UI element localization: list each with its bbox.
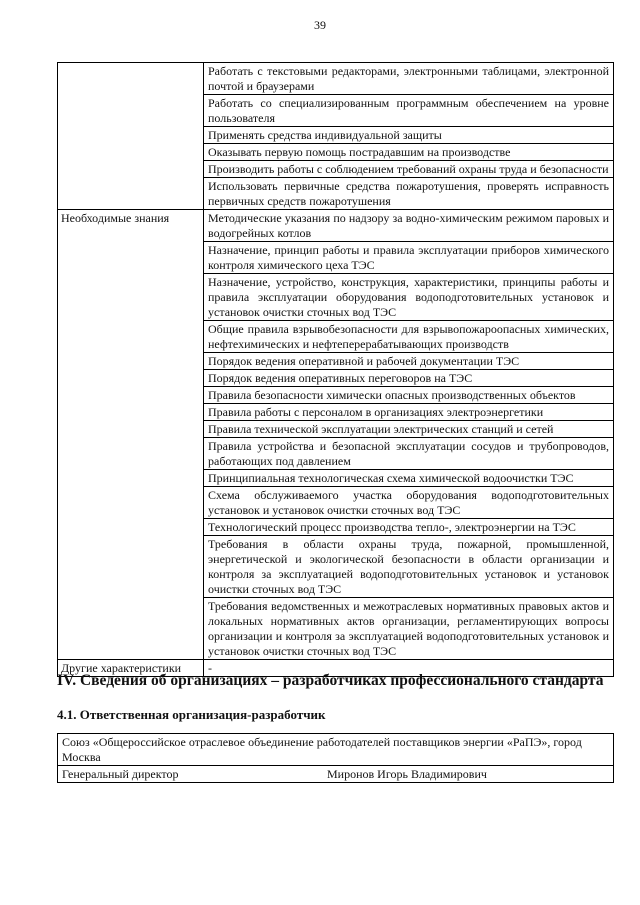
director-title: Генеральный директор [62,767,179,781]
knowledge-item: Порядок ведения оперативной и рабочей документации ТЭС [204,353,614,370]
knowledge-item: Порядок ведения оперативных переговоров на ТЭС [204,370,614,387]
skill-item: Применять средства индивидуальной защиты [204,127,614,144]
organization-name: Союз «Общероссийское отраслевое объединение работодателей поставщиков энергии «РаПЭ», город Москва [58,734,614,766]
knowledge-item: Назначение, принцип работы и правила эксплуатации приборов химического контроля химического цеха ТЭС [204,242,614,274]
director-cell [58,766,614,783]
knowledge-item: Технологический процесс производства тепло-, электроэнергии на ТЭС [204,519,614,536]
skill-item: Работать со специализированным программным обеспечением на уровне пользователя [204,95,614,127]
knowledge-item: Требования в области охраны труда, пожарной, промышленной, энергетической и экологической безопасности в области организации и контроля за эксплуатацией водоподготовительных установок и установок очистки сточных вод ТЭС [204,536,614,598]
knowledge-item: Правила безопасности химически опасных производственных объектов [204,387,614,404]
table-row [58,766,614,783]
skill-item: Использовать первичные средства пожаротушения, проверять исправность первичных средств пожаротушения [204,178,614,210]
subsection-title: 4.1. Ответственная организация-разработчик [57,707,326,722]
knowledge-label: Необходимые знания [58,210,204,660]
knowledge-item: Назначение, устройство, конструкция, характеристики, принципы работы и правила эксплуатации оборудования водоподготовительных установок и установок очистки сточных вод ТЭС [204,274,614,321]
skill-item: Оказывать первую помощь пострадавшим на производстве [204,144,614,161]
skill-item: Производить работы с соблюдением требований охраны труда и безопасности [204,161,614,178]
section-title: IV. Сведения об организациях – разработчиках профессионального стандарта [57,672,604,689]
skills-label-cell [58,63,204,210]
knowledge-item: Правила работы с персоналом в организациях электроэнергетики [204,404,614,421]
knowledge-item: Правила устройства и безопасной эксплуатации сосудов и трубопроводов, работающих под давлением [204,438,614,470]
table-row [58,734,614,766]
knowledge-item: Схема обслуживаемого участка оборудования водоподготовительных установок и установок очистки сточных вод ТЭС [204,487,614,519]
knowledge-item: Методические указания по надзору за водно-химическим режимом паровых и водогрейных котлов [204,210,614,242]
table-row [58,210,614,242]
knowledge-item: Правила технической эксплуатации электрических станций и сетей [204,421,614,438]
knowledge-item: Общие правила взрывобезопасности для взрывопожароопасных химических, нефтехимических и нефтеперерабатывающих производств [204,321,614,353]
skill-item: Работать с текстовыми редакторами, электронными таблицами, электронной почтой и браузерами [204,63,614,95]
knowledge-item: Принципиальная технологическая схема химической водоочистки ТЭС [204,470,614,487]
other-value: - [204,660,614,677]
table-row [58,63,614,95]
director-name: Миронов Игорь Владимирович [327,767,487,781]
knowledge-skills-table [57,62,614,677]
other-label: Другие характеристики [58,660,204,677]
page-number: 39 [314,18,326,32]
organization-table [57,733,614,783]
knowledge-item: Требования ведомственных и межотраслевых нормативных правовых актов и локальных нормативных актов организации, регламентирующих вопросы организации и контроля за эксплуатацией водоподготовительных установок и установок очистки сточных вод ТЭС [204,598,614,660]
